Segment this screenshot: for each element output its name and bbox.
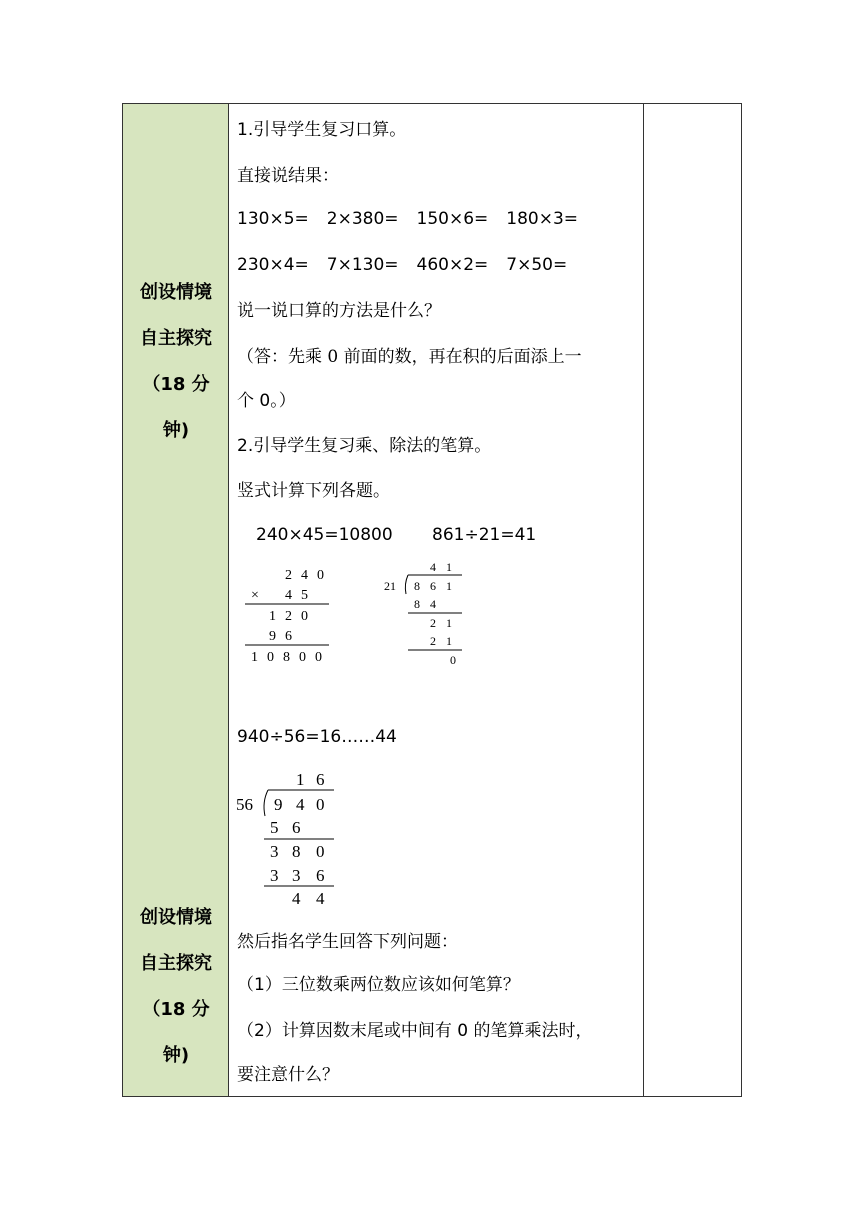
calc-digit: 1 [446,579,452,593]
stage-label-line: 钟) [162,420,190,441]
div-equation: 861÷21=41 [432,525,537,545]
ask-method: 说一说口算的方法是什么？ [237,301,441,321]
calc-digit: 6 [430,579,436,593]
calc-digit: 2 [285,568,292,583]
calc-digit: 5 [270,818,279,837]
oral-expression: 150×6= [416,209,489,229]
item1-title: 1.引导学生复习口算。 [237,120,407,140]
calc-digit: 21 [384,579,396,593]
calc-digit: 2 [285,609,292,624]
calc-digit: 0 [299,650,306,665]
oral-expression: 460×2= [416,255,489,275]
calc-digit: 0 [450,653,456,667]
calc-digit: 4 [301,568,308,583]
calc-digit: 6 [316,866,325,885]
calc-digit: 9 [274,795,283,814]
calc-digit: 4 [430,597,436,611]
calc-digit: 4 [296,795,305,814]
calc-digit: 0 [301,609,308,624]
calc-digit: 6 [285,629,292,644]
stage-column [123,104,229,1096]
calc-digit: 1 [296,770,305,789]
calc-digit: 8 [283,650,290,665]
calc-digit: 4 [430,560,436,574]
division-bracket [264,790,268,816]
stage-label-top [123,270,229,454]
calc-digit: 9 [269,629,276,644]
calc-digit: 4 [285,588,292,603]
calc-digit: 56 [236,795,253,814]
stage-label-bottom [123,895,229,1079]
calc-digit: 3 [270,842,279,861]
mul-vertical-calc [245,562,335,668]
notes-column [643,104,741,1096]
div2-vertical-calc [236,766,340,908]
div1-vertical-calc [382,556,464,668]
calc-digit: 1 [446,634,452,648]
div2-equation: 940÷56=16……44 [237,727,397,747]
stage-label-line: 创设情境 [140,282,212,303]
answer-line-1: （答：先乘 0 前面的数，再在积的后面添上一 [237,347,582,367]
calc-digit: 6 [292,818,301,837]
vertical-label: 竖式计算下列各题。 [237,481,390,501]
calc-digit: 8 [414,597,420,611]
calc-digit: 5 [301,588,308,603]
calc-digit: 1 [446,616,452,630]
oral-row-2 [237,251,585,279]
stage-label-line: 创设情境 [140,907,212,928]
oral-expression: 130×5= [237,209,309,229]
calc-digit: 2 [430,616,436,630]
calc-digit: 3 [292,866,301,885]
stage-label-line: （18 分 [142,999,210,1020]
then-prompt: 然后指名学生回答下列问题： [237,932,458,952]
stage-label-line: 钟) [162,1045,190,1066]
calc-digit: 8 [292,842,301,861]
item2-title: 2.引导学生复习乘、除法的笔算。 [237,436,492,456]
answer-line-2: 个 0。） [237,391,296,411]
calc-digit: 1 [269,609,276,624]
question-2-line-1: （2）计算因数末尾或中间有 0 的笔算乘法时， [237,1021,593,1041]
oral-expression: 230×4= [237,255,309,275]
multiply-sign: × [251,588,259,603]
stage-label-line: 自主探究 [140,953,212,974]
calc-digit: 1 [446,560,452,574]
oral-expression: 7×130= [326,255,399,275]
calc-digit: 4 [316,889,325,908]
calc-digit: 8 [414,579,420,593]
calc-digit: 0 [316,842,325,861]
mul-equation: 240×45=10800 [256,525,393,545]
calc-digit: 0 [315,650,322,665]
calc-digit: 1 [251,650,258,665]
calc-digit: 2 [430,634,436,648]
oral-expression: 7×50= [506,255,568,275]
question-1: （1）三位数乘两位数应该如何笔算？ [237,975,520,995]
calc-digit: 0 [316,795,325,814]
direct-label: 直接说结果： [237,166,339,186]
calc-digit: 3 [270,866,279,885]
stage-label-line: （18 分 [142,374,210,395]
oral-expression: 2×380= [326,209,399,229]
calc-digit: 0 [317,568,324,583]
question-2-line-2: 要注意什么？ [237,1065,339,1085]
calc-digit: 6 [316,770,325,789]
calc-digit: 0 [267,650,274,665]
oral-expression: 180×3= [506,209,579,229]
calc-digit: 4 [292,889,301,908]
division-bracket [405,575,408,594]
stage-label-line: 自主探究 [140,328,212,349]
oral-row-1 [237,205,596,233]
